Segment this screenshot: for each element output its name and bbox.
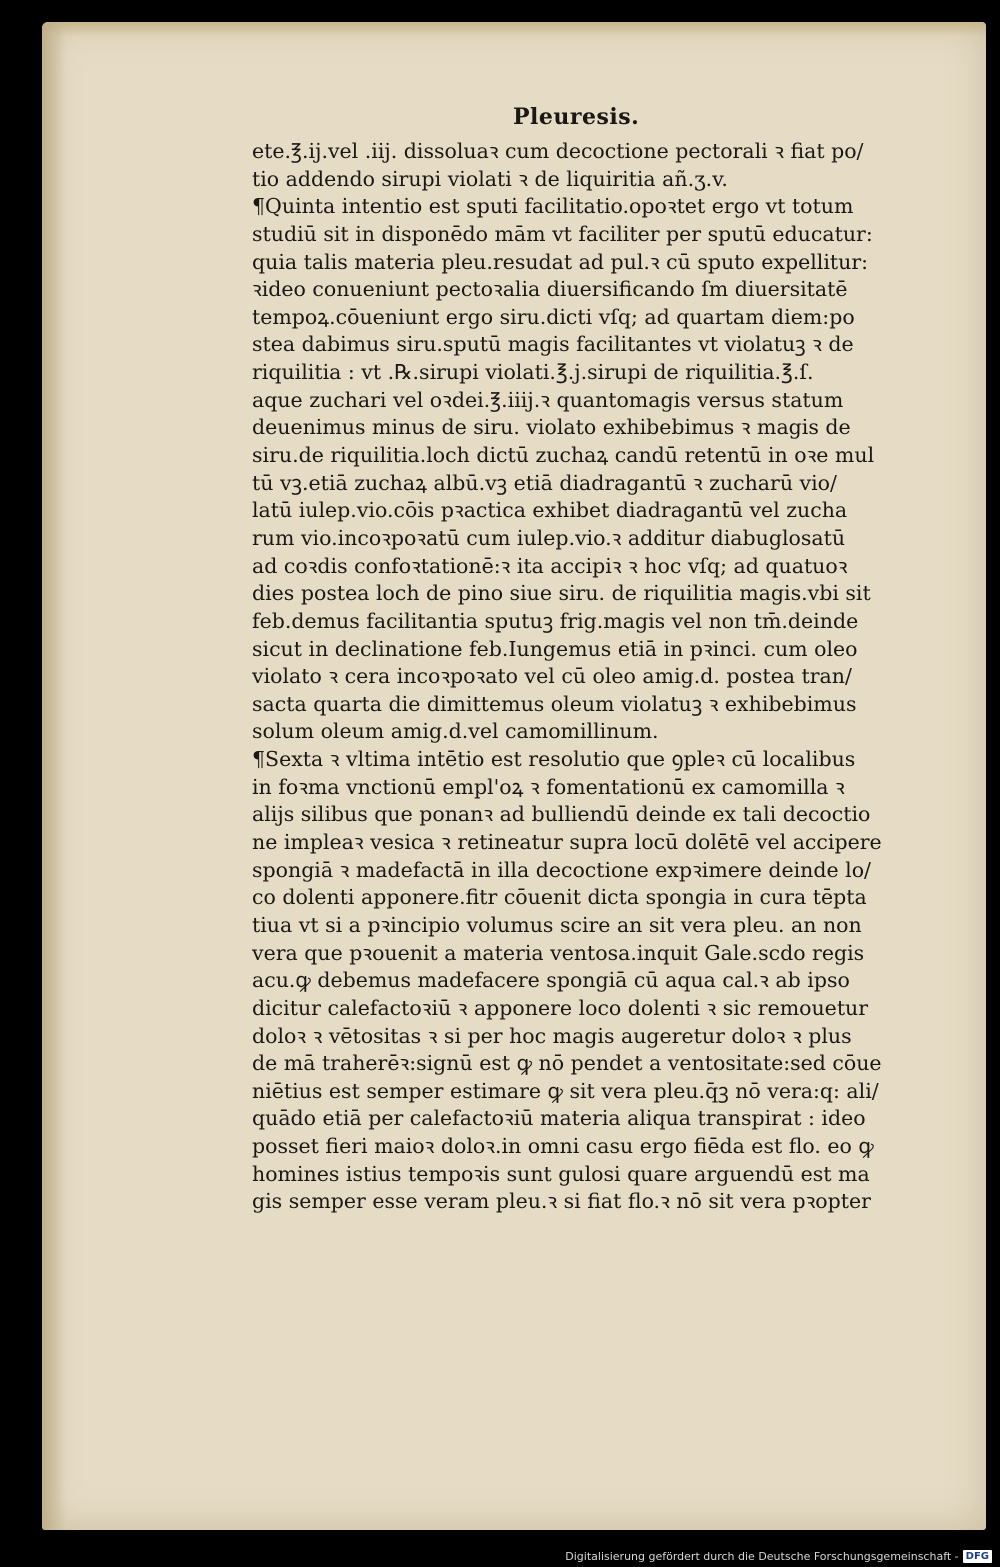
- text-line: violato ꝛ cera incoꝛpoꝛato vel cū oleo amig.d. postea tran/: [252, 664, 852, 689]
- text-line: dies postea loch de pino siue siru. de riquilitia magis.vbi sit: [252, 581, 871, 606]
- text-line: latū iulep.vio.cōis pꝛactica exhibet diadragantū vel zucha: [252, 498, 848, 523]
- text-line: quia talis materia pleu.resudat ad pul.ꝛ cū sputo expellitur:: [252, 249, 869, 274]
- text-line: tiua vt si a pꝛincipio volumus scire an sit vera pleu. an non: [252, 912, 862, 937]
- text-line: ꝛideo conueniunt pectoꝛalia diuersificando ſm diuersitatē: [252, 277, 848, 302]
- running-head: Pleuresis.: [513, 104, 640, 130]
- text-line: quādo etiā per calefactoꝛiū materia aliqua transpirat : ideo: [252, 1106, 866, 1131]
- text-line: de mā traherēꝛ:signū est ꝙ nō pendet a ventositate:sed cōue: [252, 1051, 882, 1076]
- text-line: gis semper esse veram pleu.ꝛ si fiat flo.ꝛ nō sit vera pꝛopter: [252, 1189, 871, 1214]
- text-line: doloꝛ ꝛ vētositas ꝛ si per hoc magis augeretur doloꝛ ꝛ plus: [252, 1023, 852, 1048]
- text-line: siru.de riquilitia.loch dictū zuchaꝝ candū retentū in oꝛe mul: [252, 443, 875, 468]
- text-line: solum oleum amig.d.vel camomillinum.: [252, 719, 659, 744]
- dfg-logo[interactable]: DFG: [963, 1550, 992, 1563]
- text-line: sicut in declinatione feb.Iungemus etiā in pꝛinci. cum oleo: [252, 636, 858, 661]
- text-line: homines istius tempoꝛis sunt gulosi quare arguendū est ma: [252, 1161, 870, 1186]
- text-line: ¶Quinta intentio est sputi facilitatio.opoꝛtet ergo vt totum: [252, 194, 854, 219]
- text-block: [252, 138, 922, 1216]
- text-line: studiū sit in disponēdo mām vt faciliter per sputū educatur:: [252, 221, 873, 246]
- text-line: deuenimus minus de siru. violato exhibebimus ꝛ magis de: [252, 415, 851, 440]
- text-line: ad coꝛdis confoꝛtationē:ꝛ ita accipiꝛ ꝛ hoc vſq; ad quatuoꝛ: [252, 553, 848, 578]
- credit-text: Digitalisierung gefördert durch die Deutsche Forschungsgemeinschaft -: [565, 1550, 959, 1563]
- page-gutter-shadow: [42, 22, 66, 1530]
- text-line: co dolenti apponere.fitr cōuenit dicta spongia in cura tēpta: [252, 885, 867, 910]
- text-line: rum vio.incoꝛpoꝛatū cum iulep.vio.ꝛ additur diabuglosatū: [252, 525, 846, 550]
- text-line: ne impleaꝛ vesica ꝛ retineatur supra locū dolētē vel accipere: [252, 830, 882, 855]
- text-line: feb.demus facilitantia sputuꝫ frig.magis vel non tm̄.deinde: [252, 608, 859, 633]
- text-line: tū vꝫ.etiā zuchaꝝ albū.vꝫ etiā diadragantū ꝛ zucharū vio/: [252, 470, 837, 495]
- text-line: ete.℥.ij.vel .iij. dissoluaꝛ cum decoctione pectorali ꝛ fiat po/: [252, 139, 864, 163]
- text-line: sacta quarta die dimittemus oleum violatuꝫ ꝛ exhibebimus: [252, 691, 857, 716]
- text-line: niētius est semper estimare ꝙ sit vera pleu.q̄ꝫ nō vera:q: ali/: [252, 1078, 879, 1103]
- text-line: stea dabimus siru.sputū magis facilitantes vt violatuꝫ ꝛ de: [252, 332, 854, 357]
- text-line: alijs silibus que ponanꝛ ad bulliendū deinde ex tali decoctio: [252, 802, 871, 827]
- text-line: aque zuchari vel oꝛdei.℥.iiij.ꝛ quantomagis versus statum: [252, 387, 844, 412]
- text-line: riquilitia : vt .℞.sirupi violati.℥.j.sirupi de riquilitia.℥.ſ.: [252, 360, 814, 385]
- page-top-shadow: [42, 22, 986, 36]
- text-line: dicitur calefactoꝛiū ꝛ apponere loco dolenti ꝛ sic remouetur: [252, 995, 869, 1020]
- text-line: tio addendo sirupi violati ꝛ de liquiritia añ.ʒ.v.: [252, 166, 728, 191]
- text-line: acu.ꝙ debemus madefacere spongiā cū aqua cal.ꝛ ab ipso: [252, 968, 850, 993]
- text-line: spongiā ꝛ madefactā in illa decoctione expꝛimere deinde lo/: [252, 857, 871, 882]
- digitization-credit: [565, 1550, 992, 1563]
- text-line: posset fieri maioꝛ doloꝛ.in omni casu ergo fiēda est flo. eo ꝙ: [252, 1134, 874, 1159]
- text-line: ¶Sexta ꝛ vltima intētio est resolutio que ꝯpleꝛ cū localibus: [252, 747, 856, 772]
- text-line: vera que pꝛouenit a materia ventosa.inquit Gale.scdo regis: [252, 940, 865, 965]
- text-line: in foꝛma vnctionū empl'oꝝ ꝛ fomentationū ex camomilla ꝛ: [252, 774, 845, 799]
- text-line: tempoꝝ.cōueniunt ergo siru.dicti vſq; ad quartam diem:po: [252, 304, 855, 329]
